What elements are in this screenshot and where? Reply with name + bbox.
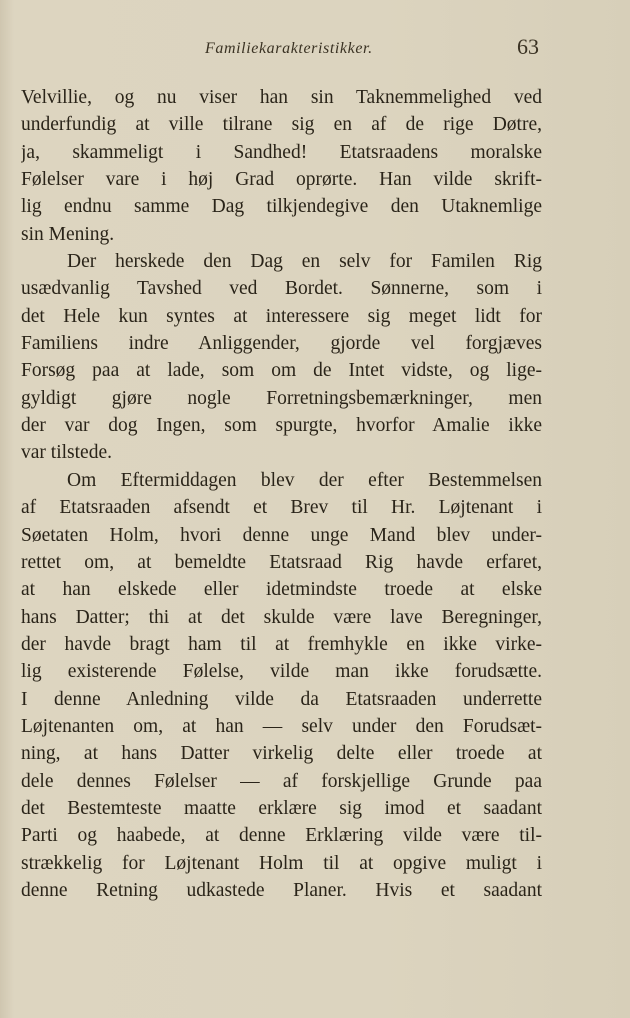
text-line: der havde bragt ham til at fremhykle en ikke virke- bbox=[21, 633, 542, 655]
text-line: strækkelig for Løjtenant Holm til at opgive muligt i bbox=[21, 852, 542, 874]
body-text bbox=[21, 84, 542, 904]
text-line: lig existerende Følelse, vilde man ikke forudsætte. bbox=[21, 661, 542, 683]
text-line: gyldigt gjøre nogle Forretningsbemærkninger, men bbox=[21, 387, 542, 409]
text-line: var tilstede. bbox=[21, 442, 112, 464]
page-number: 63 bbox=[517, 34, 539, 59]
running-title: Familiekarakteristikker. bbox=[205, 40, 373, 57]
text-line: Parti og haabede, at denne Erklæring vilde være til- bbox=[21, 825, 542, 847]
text-line: I denne Anledning vilde da Etatsraaden underrette bbox=[21, 688, 542, 710]
text-line: Om Eftermiddagen blev der efter Bestemmelsen bbox=[67, 469, 542, 491]
text-line: denne Retning udkastede Planer. Hvis et saadant bbox=[21, 879, 542, 901]
text-line: det Hele kun syntes at interessere sig meget lidt for bbox=[21, 305, 542, 327]
text-line: Søetaten Holm, hvori denne unge Mand blev under- bbox=[21, 524, 542, 546]
text-line: Velvillie, og nu viser han sin Taknemmelighed ved bbox=[21, 87, 542, 108]
text-line: ja, skammeligt i Sandhed! Etatsraadens moralske bbox=[21, 141, 542, 163]
text-line: usædvanlig Tavshed ved Bordet. Sønnerne, som i bbox=[21, 278, 542, 300]
text-line: lig endnu samme Dag tilkjendegive den Utaknemlige bbox=[21, 196, 542, 218]
text-line: det Bestemteste maatte erklære sig imod et saadant bbox=[21, 797, 542, 819]
text-line: rettet om, at bemeldte Etatsraad Rig havde erfaret, bbox=[21, 551, 542, 573]
text-line: der var dog Ingen, som spurgte, hvorfor Amalie ikke bbox=[21, 415, 542, 437]
text-line: sin Mening. bbox=[21, 223, 115, 245]
text-line: Familiens indre Anliggender, gjorde vel forgjæves bbox=[21, 333, 542, 355]
text-line: hans Datter; thi at det skulde være lave Beregninger, bbox=[21, 606, 542, 628]
text-line: af Etatsraaden afsendt et Brev til Hr. Løjtenant i bbox=[21, 497, 542, 519]
text-line: Løjtenanten om, at han — selv under den Forudsæt- bbox=[21, 715, 542, 737]
text-line: underfundig at ville tilrane sig en af de rige Døtre, bbox=[21, 114, 542, 136]
text-line: at han elskede eller idetmindste troede at elske bbox=[21, 579, 542, 601]
text-line: ning, at hans Datter virkelig delte eller troede at bbox=[21, 743, 542, 765]
text-line: Forsøg paa at lade, som om de Intet vidste, og lige- bbox=[21, 360, 542, 382]
text-line: dele dennes Følelser — af forskjellige Grunde paa bbox=[21, 770, 542, 792]
page-header bbox=[0, 30, 630, 70]
text-line: Følelser vare i høj Grad oprørte. Han vilde skrift- bbox=[21, 169, 542, 191]
text-line: Der herskede den Dag en selv for Familen Rig bbox=[67, 251, 542, 273]
